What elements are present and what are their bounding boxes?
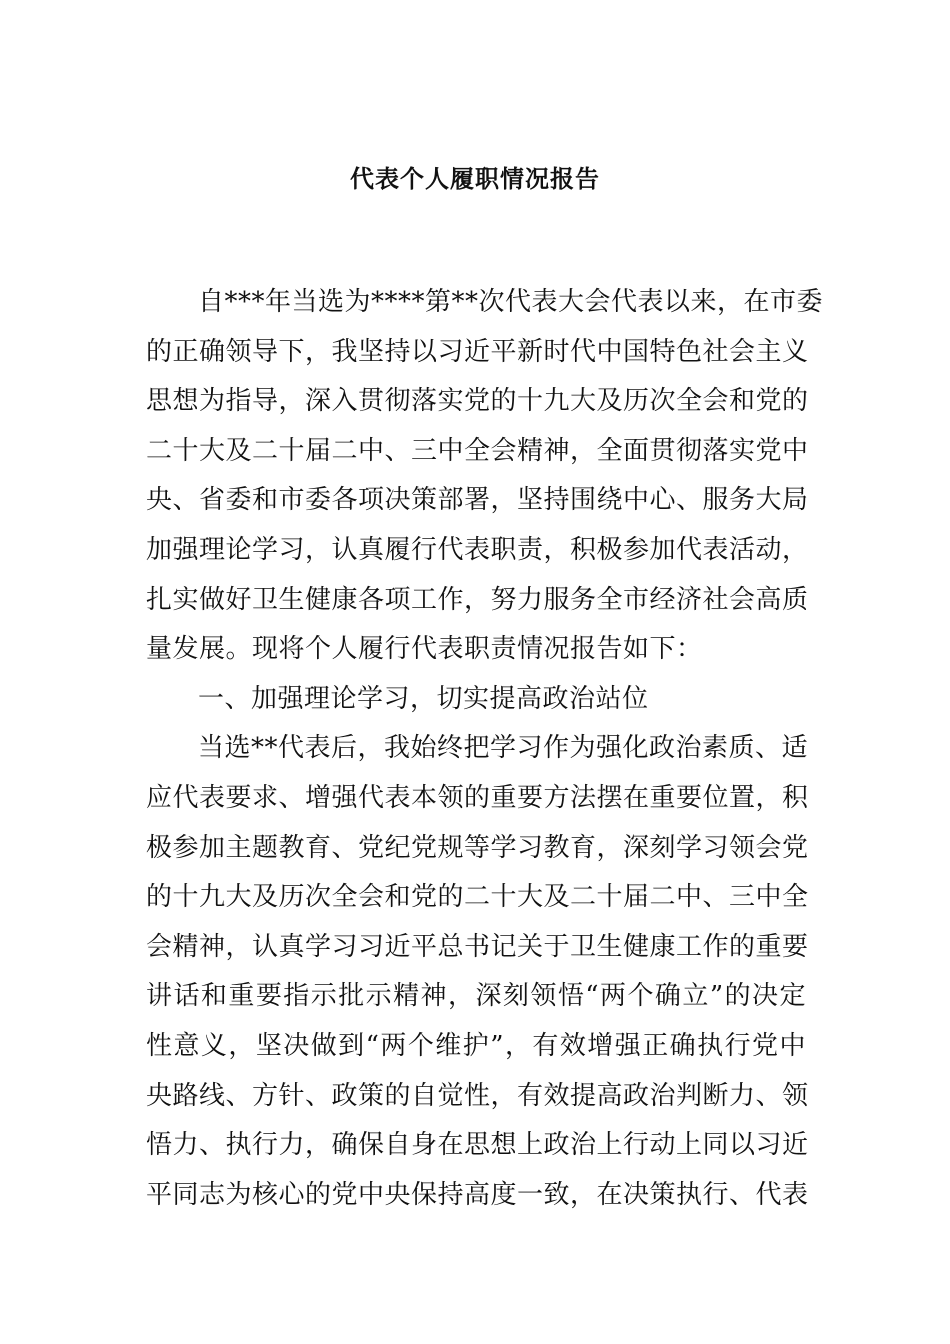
paragraph-line: 思想为指导，深入贯彻落实党的十九大及历次全会和党的: [146, 386, 809, 417]
paragraph-line: 当选**代表后，我始终把学习作为强化政治素质、适: [198, 733, 809, 764]
paragraph-line: 悟力、执行力，确保自身在思想上政治上行动上同以习近: [146, 1130, 809, 1161]
paragraph-line: 央路线、方针、政策的自觉性，有效提高政治判断力、领: [146, 1080, 809, 1111]
paragraph-line: 二十大及二十届二中、三中全会精神，全面贯彻落实党中: [146, 435, 809, 466]
paragraph-line: 央、省委和市委各项决策部署，坚持围绕中心、服务大局: [146, 485, 809, 516]
document-title: 代表个人履职情况报告: [350, 164, 600, 193]
paragraph-line: 极参加主题教育、党纪党规等学习教育，深刻学习领会党: [146, 832, 809, 863]
section-heading: 一、加强理论学习，切实提高政治站位: [198, 683, 649, 714]
paragraph-line: 平同志为核心的党中央保持高度一致，在决策执行、代表: [146, 1179, 809, 1210]
paragraph-line: 性意义，坚决做到“两个维护”，有效增强正确执行党中: [146, 1030, 806, 1061]
document-body: [146, 278, 824, 1220]
paragraph-line: 扎实做好卫生健康各项工作，努力服务全市经济社会高质: [146, 584, 809, 615]
paragraph-line: 讲话和重要指示批示精神，深刻领悟“两个确立”的决定: [146, 981, 806, 1012]
paragraph-line: 加强理论学习，认真履行代表职责，积极参加代表活动，: [146, 534, 809, 565]
paragraph-line: 的正确领导下，我坚持以习近平新时代中国特色社会主义: [146, 336, 809, 367]
paragraph-line: 的十九大及历次全会和党的二十大及二十届二中、三中全: [146, 882, 809, 913]
paragraph-line: 应代表要求、增强代表本领的重要方法摆在重要位置，积: [146, 782, 809, 813]
paragraph-line: 量发展。现将个人履行代表职责情况报告如下：: [146, 634, 703, 665]
paragraph-line: 会精神，认真学习习近平总书记关于卫生健康工作的重要: [146, 931, 809, 962]
paragraph-line: 自***年当选为****第**次代表大会代表以来，在市委: [198, 287, 824, 317]
